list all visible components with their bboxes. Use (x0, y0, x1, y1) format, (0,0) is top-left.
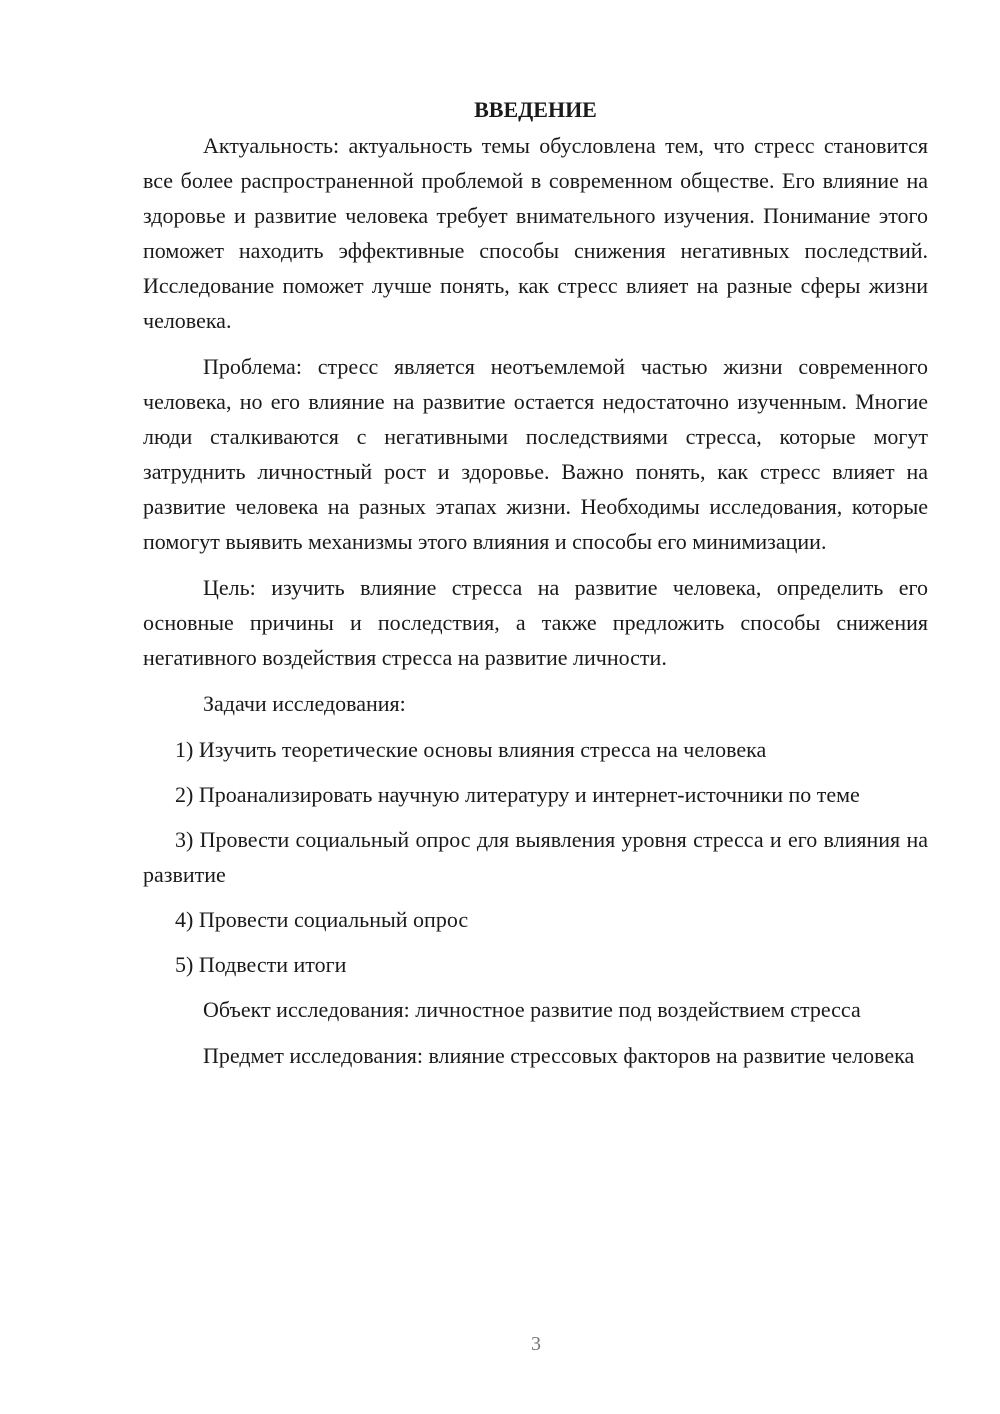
task-item: 4) Провести социальный опрос (175, 907, 469, 932)
task-item: 5) Подвести итоги (175, 952, 347, 977)
page-number: 3 (531, 1333, 541, 1355)
research-object-paragraph: Объект исследования: личностное развитие под воздействием стресса (203, 997, 861, 1022)
task-item: 1) Изучить теоретические основы влияния стресса на человека (175, 737, 767, 762)
relevance-paragraph: Актуальность: актуальность темы обусловлена тем, что стресс становится все более распространенной проблемой в современном обществе. Его влияние на здоровье и развитие человека требует внимательного изучения. Понимание этого поможет находить эффективные способы снижения негативных последствий. Исследование поможет лучше понять, как стресс влияет на разные сферы жизни человека. (143, 133, 928, 333)
task-item: 2) Проанализировать научную литературу и интернет-источники по теме (175, 782, 860, 807)
goal-paragraph: Цель: изучить влияние стресса на развитие человека, определить его основные причины и последствия, а также предложить способы снижения негативного воздействия стресса на развитие личности. (143, 575, 928, 670)
research-subject-paragraph: Предмет исследования: влияние стрессовых факторов на развитие человека (203, 1043, 915, 1068)
tasks-heading: Задачи исследования: (203, 691, 406, 716)
section-title: ВВЕДЕНИЕ (474, 97, 597, 122)
task-item: 3) Провести социальный опрос для выявления уровня стресса и его влияния на развитие (143, 827, 928, 887)
document-page (143, 92, 928, 1084)
problem-paragraph: Проблема: стресс является неотъемлемой частью жизни современного человека, но его влияние на развитие остается недостаточно изученным. Многие люди сталкиваются с негативными последствиями стресса, которые могут затруднить личностный рост и здоровье. Важно понять, как стресс влияет на развитие человека на разных этапах жизни. Необходимы исследования, которые помогут выявить механизмы этого влияния и способы его минимизации. (143, 354, 928, 554)
